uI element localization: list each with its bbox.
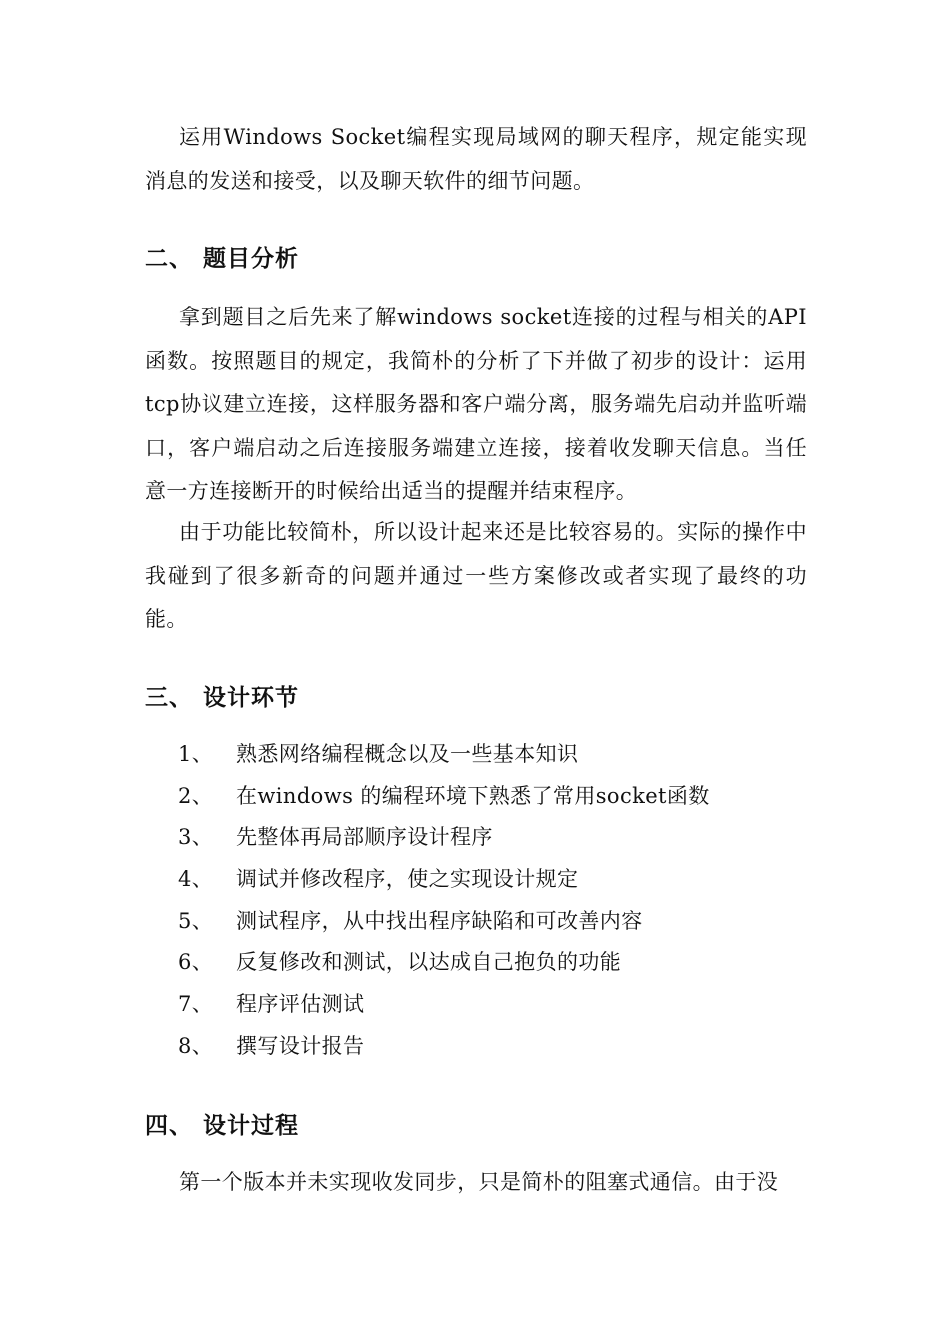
step-number: 6、: [178, 950, 214, 975]
step-text: 调试并修改程序，使之实现设计规定: [236, 867, 579, 892]
list-item: [178, 780, 710, 822]
step-number: 5、: [178, 908, 214, 933]
step-text: 反复修改和测试，以达成自己抱负的功能: [236, 950, 622, 975]
section-heading-analysis: [145, 244, 299, 274]
section-number: 四、: [145, 1113, 193, 1139]
section-heading-design-process: [145, 1111, 299, 1141]
step-number: 1、: [178, 742, 214, 766]
list-item: [178, 988, 710, 1030]
list-item: [178, 863, 710, 905]
step-number: 4、: [178, 867, 214, 892]
step-number: 2、: [178, 783, 214, 808]
list-item: [178, 821, 710, 863]
step-text: 测试程序，从中找出程序缺陷和可改善内容: [236, 908, 643, 933]
step-text: 先整体再局部顺序设计程序: [236, 825, 493, 850]
section-title: 设计过程: [203, 1113, 299, 1139]
step-number: 8、: [178, 1033, 214, 1058]
step-number: 7、: [178, 992, 214, 1017]
step-text: 在windows 的编程环境下熟悉了常用socket函数: [236, 783, 710, 808]
list-item: [178, 738, 710, 780]
list-item: [178, 1030, 710, 1072]
step-text: 程序评估测试: [236, 992, 365, 1017]
step-text: 熟悉网络编程概念以及一些基本知识: [236, 742, 579, 766]
design-steps-list: [178, 738, 710, 1072]
analysis-paragraph-1: 拿到题目之后先来了解windows socket连接的过程与相关的API函数。按照题目的规定，我简朴的分析了下并做了初步的设计：运用tcp协议建立连接，这样服务器和客户端分离，服务端先启动并监听端口，客户端启动之后连接服务端建立连接，接着收发聊天信息。当任意一方连接断开的时候给出适当的提醒并结束程序。: [145, 305, 807, 503]
analysis-paragraph-2: 由于功能比较简朴，所以设计起来还是比较容易的。实际的操作中我碰到了很多新奇的问题并通过一些方案修改或者实现了最终的功能。: [145, 520, 807, 631]
section-number: 二、: [145, 246, 193, 272]
step-text: 撰写设计报告: [236, 1033, 365, 1058]
intro-paragraph: 运用Windows Socket编程实现局域网的聊天程序，规定能实现消息的发送和接受，以及聊天软件的细节问题。: [145, 125, 807, 193]
section-title: 设计环节: [203, 685, 299, 711]
list-item: [178, 946, 710, 988]
section-number: 三、: [145, 685, 193, 711]
list-item: [178, 905, 710, 947]
process-paragraph-1: 第一个版本并未实现收发同步，只是简朴的阻塞式通信。由于没: [179, 1170, 779, 1194]
section-heading-design-steps: [145, 683, 299, 713]
section-title: 题目分析: [203, 246, 299, 272]
step-number: 3、: [178, 825, 214, 850]
